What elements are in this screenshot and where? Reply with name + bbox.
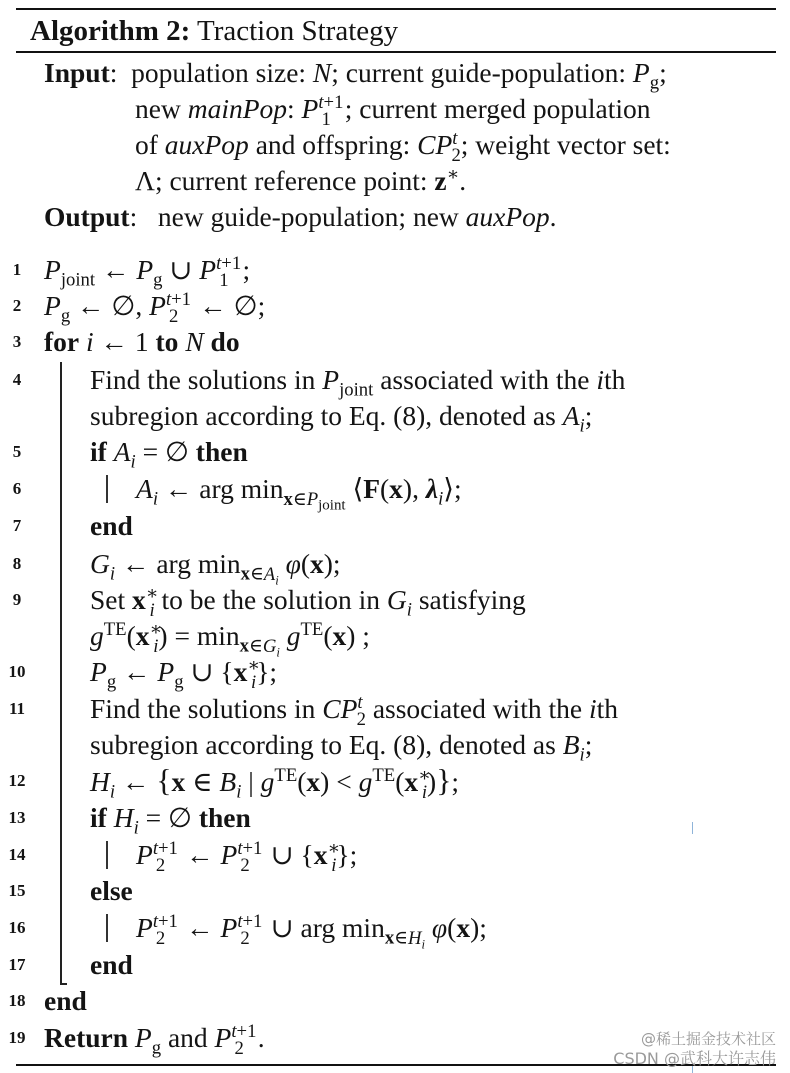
keyword-then: then: [195, 436, 248, 467]
stray-mark: [692, 822, 693, 834]
line-number: 19: [8, 1028, 26, 1047]
step-2: $P_g$ ← ∅, $P^{t+1}_2$ ← ∅;: [44, 288, 266, 327]
step-12: $H_i$ ← {x ∈ $B_i$ | $g^{TE}(x) < g^{TE}(x^∗_i)$};: [90, 763, 460, 803]
watermark-juejin: @稀土掘金技术社区: [640, 1030, 776, 1048]
keyword-end: end: [90, 949, 133, 980]
keyword-do: do: [210, 326, 240, 357]
keyword-if: if: [90, 802, 107, 833]
input-line-3: of auxPop and offspring: $CP^t_2$; weight vector set:: [135, 127, 671, 166]
step-13: if $H_i$ = ∅ then: [90, 802, 251, 839]
line-number: 1: [12, 260, 22, 279]
step-6: $A_i$ ← arg $\min_{x\in P_{joint}}$ ⟨F(x), $\lambda_i⟩$;: [136, 473, 462, 514]
line-number: 10: [8, 662, 26, 681]
step-5: if $A_i$ = ∅ then: [90, 436, 248, 473]
step-4: Find the solutions in $P_{joint}$ associated with the ith: [90, 364, 626, 401]
keyword-for: for: [44, 326, 80, 357]
keyword-return: Return: [44, 1022, 129, 1053]
line-number: 3: [12, 332, 22, 351]
keyword-end: end: [90, 510, 133, 541]
keyword-if: if: [90, 436, 107, 467]
step-10: $P_g$ ← $P_g$ ∪ $\{x^∗_i\}$;: [90, 654, 278, 693]
algorithm-name: Traction Strategy: [197, 15, 399, 47]
keyword-then: then: [198, 802, 251, 833]
input-text-1: population size: N; current guide-population: $P_g$;: [131, 57, 667, 94]
output-line: Output: new guide-population; new auxPop.: [44, 201, 557, 232]
line-number: 18: [8, 991, 26, 1010]
else-block-bar: [106, 914, 108, 942]
line-number: 2: [12, 296, 22, 315]
line-number: 12: [8, 771, 26, 790]
line-number: 5: [12, 442, 22, 461]
step-7: [90, 508, 133, 544]
line-number: 9: [12, 590, 22, 609]
step-14: $P^{t+1}_2$ ← $P^{t+1}_2$ ∪ $\{x^∗_i\}$;: [136, 837, 358, 876]
step-15: [90, 873, 133, 909]
if-block-bar: [106, 475, 108, 503]
top-rule: [16, 8, 776, 10]
step-11: Find the solutions in $CP^t_2$ associated with the ith: [90, 691, 618, 730]
line-number: 8: [12, 554, 22, 573]
line-number: 6: [12, 479, 22, 498]
input-line-1: Input: population size: N; current guide-population: $P_g$;: [44, 57, 667, 94]
step-11-cont: subregion according to Eq. (8), denoted as $B_i$;: [90, 729, 593, 766]
step-8: $G_i$ ← arg $\min_{x\in A_i} \varphi(x)$;: [90, 548, 341, 588]
line-number: 17: [8, 955, 26, 974]
output-text: new guide-population; new auxPop.: [157, 201, 557, 232]
line-number: 11: [8, 699, 26, 718]
step-17: [90, 947, 133, 983]
line-number: 16: [8, 918, 26, 937]
step-3: for i ← 1 to N do: [44, 326, 240, 357]
step-9-cont: $g^{TE}(x^∗_i) = \min_{x\in G_i} g^{TE}(x)$ ;: [90, 618, 370, 660]
step-9: Set $x^∗_i$ to be the solution in $G_i$ satisfying: [90, 582, 526, 621]
algorithm-label: Algorithm 2:: [30, 15, 191, 47]
if-block-bar: [106, 841, 108, 869]
step-1: $P_{joint}$ ← $P_g$ ∪ $P^{t+1}_1$ ;: [44, 252, 251, 291]
algorithm-title: [30, 13, 398, 49]
step-4-cont: subregion according to Eq. (8), denoted as $A_i$;: [90, 400, 593, 437]
output-label: Output: [44, 201, 130, 232]
input-line-2: new mainPop: $P^{t+1}_1$ ; current merged population: [135, 91, 651, 130]
title-rule: [16, 51, 776, 53]
input-label: Input: [44, 57, 110, 88]
input-line-4: Λ; current reference point: z∗.: [135, 163, 467, 196]
line-number: 4: [12, 370, 22, 389]
line-number: 14: [8, 845, 26, 864]
line-number: 7: [12, 516, 22, 535]
keyword-end: end: [44, 985, 87, 1016]
word-and: and: [167, 1022, 208, 1053]
line-number: 15: [8, 881, 26, 900]
step-19: Return $P_g$ and $P^{t+1}_2$ .: [44, 1020, 265, 1059]
step-18: [44, 983, 87, 1019]
watermark-csdn: CSDN @武科大许志伟: [613, 1049, 776, 1068]
line-number: 13: [8, 808, 26, 827]
keyword-to: to: [155, 326, 179, 357]
keyword-else: else: [90, 875, 133, 906]
step-16: $P^{t+1}_2$ ← $P^{t+1}_2$ ∪ arg $\min_{x\in H_i} \varphi(x)$;: [136, 910, 487, 952]
for-block-bar: [60, 362, 62, 984]
